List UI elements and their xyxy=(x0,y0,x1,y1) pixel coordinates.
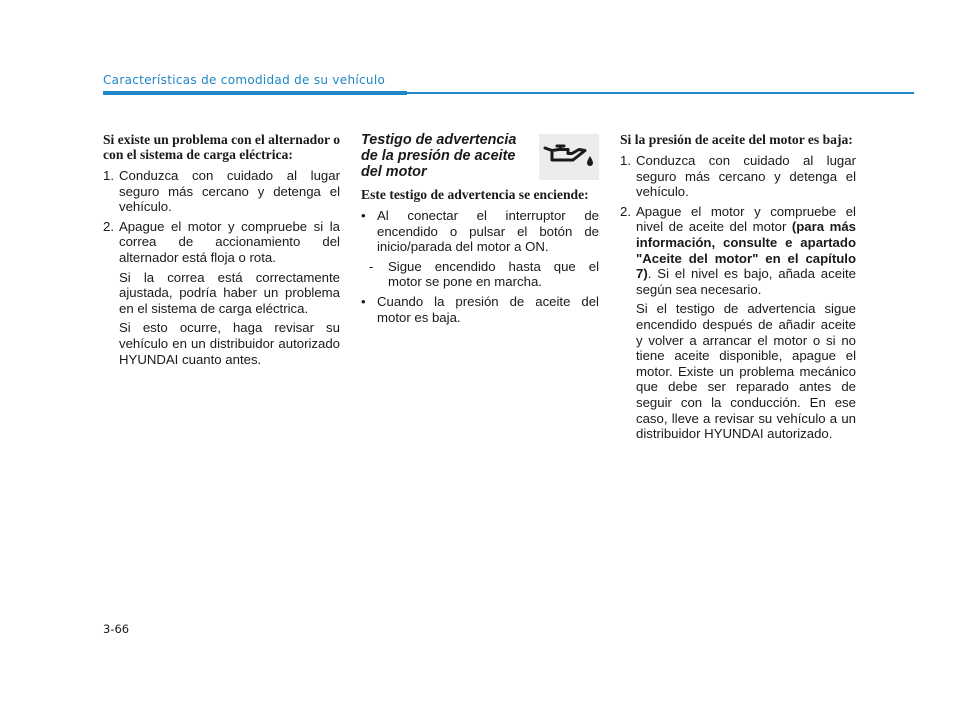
header-accent-bar xyxy=(103,91,407,95)
low-oil-heading: Si la presión de aceite del motor es baja: xyxy=(620,132,853,147)
list-item-text: Conduzca con cuidado al lugar seguro más cercano y detenga el vehículo. xyxy=(636,153,856,200)
list-item-text: Apague el motor y compruebe el nivel de aceite del motor xyxy=(636,203,856,235)
column-oil-warning xyxy=(361,132,599,329)
list-item xyxy=(103,168,340,215)
column-alternator xyxy=(103,132,340,371)
bullet-item xyxy=(361,294,599,325)
alternator-heading: Si existe un problema con el alternador o con el sistema de carga eléctrica: xyxy=(103,132,341,162)
header-rule xyxy=(407,92,914,94)
list-item xyxy=(620,153,856,200)
list-marker: 2. xyxy=(620,203,631,219)
list-item-text: Apague el motor y compruebe si la correa de accionamiento del alternador está floja o rota. xyxy=(119,218,340,265)
paragraph: Si esto ocurre, haga revisar su vehículo en un distribuidor autorizado HYUNDAI cuanto antes. xyxy=(119,320,340,367)
bullet-text: Cuando la presión de aceite del motor es baja. xyxy=(377,293,599,325)
list-item-text-end: . Si el nivel es bajo, añada aceite según sea necesario. xyxy=(636,266,856,297)
list-marker: 2. xyxy=(103,218,114,234)
sub-item-text: Sigue encendido hasta que el motor se pone en marcha. xyxy=(388,258,599,290)
list-item-text: Conduzca con cuidado al lugar seguro más cercano y detenga el vehículo. xyxy=(119,168,340,215)
sub-item xyxy=(369,259,599,290)
section-header-title: Características de comodidad de su vehículo xyxy=(103,73,386,87)
warning-subheading: Este testigo de advertencia se enciende: xyxy=(361,187,589,202)
paragraph: Si la correa está correctamente ajustada, podría haber un problema en el sistema de carga eléctrica. xyxy=(119,269,340,316)
bullet-item xyxy=(361,208,599,255)
column-low-oil-pressure xyxy=(620,132,856,446)
warning-title-row xyxy=(361,132,599,180)
dash-marker: - xyxy=(369,258,374,274)
warning-title: Testigo de advertencia de la presión de aceite del motor xyxy=(361,132,517,180)
paragraph: Si el testigo de advertencia sigue encendido después de añadir aceite y volver a arrancar el motor o si no tiene aceite disponible, apague el motor. Existe un problema mecánico que debe ser reparado antes de seguir con la conducción. En ese caso, lleve a revisar su vehículo a un distribuidor HYUNDAI autorizado. xyxy=(636,301,856,442)
bullet-text: Al conectar el interruptor de encendido o pulsar el botón de inicio/parada del motor a ON. xyxy=(377,208,599,255)
chapter-reference: (para más información, consulte e apartado "Aceite del motor" en el capítulo 7) xyxy=(636,219,856,282)
oil-pressure-warning-icon xyxy=(539,134,599,180)
bullet-marker: • xyxy=(361,208,366,223)
bullet-marker: • xyxy=(361,293,366,309)
page-number: 3-66 xyxy=(103,622,130,636)
list-item xyxy=(620,204,856,298)
list-marker: 1. xyxy=(103,168,114,183)
list-item xyxy=(103,219,340,266)
list-marker: 1. xyxy=(620,153,631,168)
